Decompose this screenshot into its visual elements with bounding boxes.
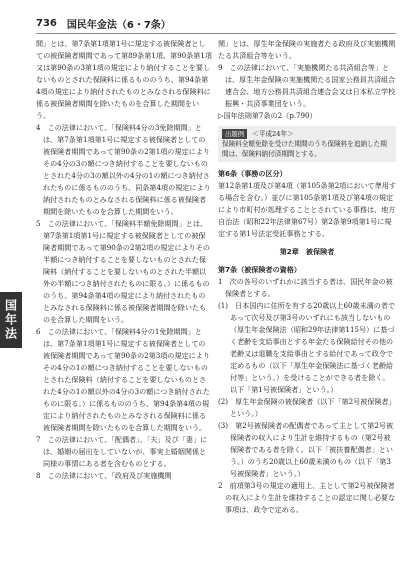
exam-text: 保険料全額免除を受けた期間のうち保険料を追納した期間は、保険料納付済期間とする。 <box>222 140 387 158</box>
paragraph: 関」とは、厚生年金保険の実施者たる政府及び実施機関たる共済組合等をいう。 <box>218 39 396 60</box>
cross-reference: ▷国年法則第7条の2（p.790） <box>218 111 317 120</box>
left-column <box>36 38 212 566</box>
side-tab <box>0 292 22 348</box>
paragraph: 7 この法律において、「配偶者」、「夫」及び「妻」には、婚姻の届出をしていないが、事実上婚姻関係と同様の事情にある者を含むものとする。 <box>36 435 208 468</box>
paragraph: 8 この法律において、「政府及び実施機関 <box>36 471 172 480</box>
paragraph: 5 この法律において、「保険料半額免除期間」とは、第7条第1項第1号に規定する被保険者としての被保険者期間であって第90条の2第2項の規定によりその半額につき納付することを要しないものとされた保険料（納付することを要しないものとされた半額以外の半額につき納付されたものに限る。）に係るもののうち、第94条第4項の規定により納付されたものとみなされる保険料に係る被保険者期間を除いたものを合算した期間をいう。 <box>36 219 210 324</box>
exam-year: ＜平成24年＞ <box>252 130 294 138</box>
section-title: 国民年金法（6・7条） <box>66 19 171 31</box>
page-number: 736 <box>36 17 57 29</box>
paragraph: 間」とは、第7条第1項第1号に規定する被保険者としての被保険者期間であって第89条第1項、第90条第1項又は第90条の3第1項の規定により納付することを要しないものとされた保険料に係るもののうち、第94条第4項の規定により納付されたものとみなされる保険料に係る被保険者期間を除いたものを合算した期間をいう。 <box>36 39 212 120</box>
header-rule <box>36 33 396 34</box>
exam-tag: 出題例 <box>222 129 247 139</box>
paragraph: 9 この法律において、「実施機関たる共済組合等」とは、厚生年金保険の実施機関たる国家公務員共済組合連合会、地方公務員共済組合連合会又は日本私立学校振興・共済事業団をいう。 <box>218 63 396 108</box>
paragraph: 2 前項第3号の規定の適用上、主として第2号被保険者の収入により生計を維持することの認定に関し必要な事項は、政令で定める。 <box>218 481 396 514</box>
article-title: 第6条（事務の区分） <box>218 169 287 178</box>
paragraph: 第12条第1項及び第4項（第105条第2項において準用する場合を含む。）並びに第105条第1項及び第4項の規定により市町村が処理することとされている事務は、地方自治法（昭和22年法律第67号）第2条第9項第1号に規定する第1号法定受託事務とする。 <box>218 181 396 238</box>
list-item: (3) 第2号被保険者の配偶者であって主として第2号被保険者の収入により生計を維持するもの（第2号被保険者である者を除く。以下「被扶養配偶者」という。）のうち20歳以上60歳未満のもの（以下「第3号被保険者」という。） <box>218 421 394 478</box>
article-title: 第7条（被保険者の資格） <box>218 265 301 274</box>
side-tab-label: 国年法 <box>3 299 18 341</box>
right-column <box>218 38 396 566</box>
exam-box <box>218 126 396 162</box>
list-item: (2) 厚生年金保険の被保険者（以下「第2号被保険者」という。） <box>218 397 396 418</box>
chapter-title: 第2章 被保険者 <box>279 247 335 256</box>
page-header <box>36 14 396 32</box>
paragraph: 4 この法律において、「保険料4分の3免除期間」とは、第7条第1項第1号に規定する被保険者としての被保険者期間であって第90条の2第1項の規定によりその4分の3の額につき納付することを要しないものとされた4分の3の額以外の4分の1の額につき納付されたものに係るもののうち、同条第4項の規定により納付されたものとみなされる保険料に係る被保険者期間を除いたものを合算した期間をいう。 <box>36 123 211 216</box>
list-item: (1) 日本国内に住所を有する20歳以上60歳未満の者であって次号及び第3号のいずれにも該当しないもの（厚生年金保険法（昭和29年法律第115号）に基づく老齢を支給事由とする年金たる保険給付その他の老齢又は退職を支給事由とする給付であって政令で定めるもの（以下「厚生年金保険法に基づく老齢給付等」という。）を受けることができる者を除く。以下「第1号被保険者」という。） <box>218 301 396 394</box>
paragraph: 1 次の各号のいずれかに該当する者は、国民年金の被保険者とする。 <box>218 277 393 298</box>
paragraph: 6 この法律において、「保険料4分の1免除期間」とは、第7条第1項第1号に規定する被保険者としての被保険者期間であって第90条の2第3項の規定によりその4分の1の額につき納付することを要しないものとされた保険料（納付することを要しないものとされた4分の1の額以外の4分の3の額につき納付されたものに限る。）に係るもののうち、第94条第4項の規定により納付されたものとみなされる保険料に係る被保険者期間を除いたものを合算した期間をいう。 <box>36 327 210 432</box>
